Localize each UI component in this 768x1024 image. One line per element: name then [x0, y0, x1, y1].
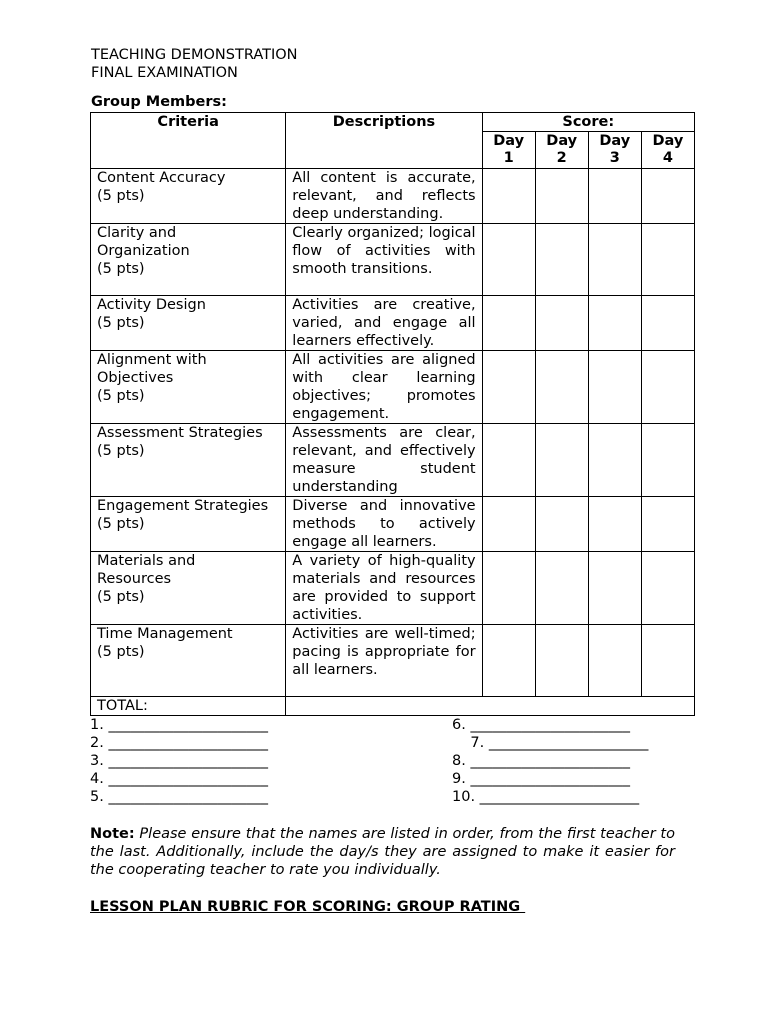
- rubric-section-title: LESSON PLAN RUBRIC FOR SCORING: GROUP RATING: [90, 899, 526, 915]
- score-cell[interactable]: [482, 224, 535, 296]
- description-cell: Clearly organized; logical flow of activities with smooth transitions.: [286, 224, 482, 296]
- score-cell[interactable]: [482, 351, 535, 424]
- member-line-7[interactable]: 7. ______________________: [452, 735, 649, 751]
- score-cell[interactable]: [482, 424, 535, 497]
- score-cell[interactable]: [482, 552, 535, 625]
- score-cell[interactable]: [588, 351, 641, 424]
- member-line-8[interactable]: 8. ______________________: [452, 753, 630, 769]
- score-cell[interactable]: [482, 625, 535, 697]
- member-line-5[interactable]: 5. ______________________: [90, 789, 268, 805]
- criteria-cell: Assessment Strategies (5 pts): [91, 424, 286, 497]
- score-cell[interactable]: [535, 552, 588, 625]
- score-cell[interactable]: [535, 424, 588, 497]
- score-cell[interactable]: [535, 625, 588, 697]
- table-row: [91, 424, 695, 497]
- score-cell[interactable]: [641, 296, 694, 351]
- score-cell[interactable]: [535, 224, 588, 296]
- criteria-header: Criteria: [91, 113, 286, 169]
- score-cell[interactable]: [588, 224, 641, 296]
- table-row: [91, 497, 695, 552]
- member-names-left: [90, 716, 268, 806]
- rubric-table: [90, 112, 695, 716]
- table-row: [91, 296, 695, 351]
- criteria-cell: Content Accuracy (5 pts): [91, 169, 286, 224]
- score-cell[interactable]: [588, 424, 641, 497]
- title-line-2: FINAL EXAMINATION: [91, 65, 238, 81]
- criteria-cell: Engagement Strategies (5 pts): [91, 497, 286, 552]
- score-cell[interactable]: [588, 552, 641, 625]
- member-line-10[interactable]: 10. ______________________: [452, 789, 640, 805]
- note-label: Note:: [90, 826, 135, 842]
- score-cell[interactable]: [641, 552, 694, 625]
- total-row: [91, 697, 695, 716]
- member-line-4[interactable]: 4. ______________________: [90, 771, 268, 787]
- score-cell[interactable]: [641, 424, 694, 497]
- day-3-header: Day 3: [588, 132, 641, 169]
- criteria-cell: Alignment with Objectives (5 pts): [91, 351, 286, 424]
- score-cell[interactable]: [588, 169, 641, 224]
- score-cell[interactable]: [641, 169, 694, 224]
- member-line-2[interactable]: 2. ______________________: [90, 735, 268, 751]
- score-cell[interactable]: [535, 497, 588, 552]
- descriptions-header: Descriptions: [286, 113, 482, 169]
- table-row: [91, 625, 695, 697]
- document-header: [91, 46, 298, 82]
- description-cell: All content is accurate, relevant, and reflects deep understanding.: [286, 169, 482, 224]
- member-line-3[interactable]: 3. ______________________: [90, 753, 268, 769]
- total-value-cell[interactable]: [286, 697, 695, 716]
- score-cell[interactable]: [482, 296, 535, 351]
- criteria-cell: Clarity and Organization (5 pts): [91, 224, 286, 296]
- description-cell: Diverse and innovative methods to actively engage all learners.: [286, 497, 482, 552]
- member-line-6[interactable]: 6. ______________________: [452, 717, 630, 733]
- score-cell[interactable]: [641, 625, 694, 697]
- table-row: [91, 224, 695, 296]
- score-cell[interactable]: [641, 224, 694, 296]
- table-row: [91, 169, 695, 224]
- description-cell: Activities are creative, varied, and engage all learners effectively.: [286, 296, 482, 351]
- day-4-header: Day 4: [641, 132, 694, 169]
- score-cell[interactable]: [588, 296, 641, 351]
- member-line-1[interactable]: 1. ______________________: [90, 717, 268, 733]
- score-cell[interactable]: [588, 497, 641, 552]
- description-cell: Activities are well-timed; pacing is appropriate for all learners.: [286, 625, 482, 697]
- group-members-label: Group Members:: [91, 94, 227, 110]
- score-cell[interactable]: [482, 497, 535, 552]
- description-cell: All activities are aligned with clear learning objectives; promotes engagement.: [286, 351, 482, 424]
- note-text: Please ensure that the names are listed in order, from the first teacher to the last. Additionally, include the day/s they are assigned to make it easier for the cooperating teacher to rate you individually.: [90, 826, 675, 878]
- score-cell[interactable]: [588, 625, 641, 697]
- criteria-cell: Time Management (5 pts): [91, 625, 286, 697]
- score-cell[interactable]: [482, 169, 535, 224]
- table-row: [91, 351, 695, 424]
- score-cell[interactable]: [641, 351, 694, 424]
- score-cell[interactable]: [535, 296, 588, 351]
- score-cell[interactable]: [641, 497, 694, 552]
- criteria-cell: Materials and Resources (5 pts): [91, 552, 286, 625]
- member-line-9[interactable]: 9. ______________________: [452, 771, 630, 787]
- score-cell[interactable]: [535, 169, 588, 224]
- day-2-header: Day 2: [535, 132, 588, 169]
- description-cell: A variety of high-quality materials and resources are provided to support activities.: [286, 552, 482, 625]
- member-names-right: [452, 716, 648, 806]
- note-paragraph: [90, 825, 675, 879]
- table-row: [91, 552, 695, 625]
- description-cell: Assessments are clear, relevant, and effectively measure student understanding: [286, 424, 482, 497]
- day-1-header: Day 1: [482, 132, 535, 169]
- score-cell[interactable]: [535, 351, 588, 424]
- title-line-1: TEACHING DEMONSTRATION: [91, 47, 298, 63]
- score-header: Score:: [482, 113, 694, 132]
- table-header-row: [91, 113, 695, 132]
- total-label: TOTAL:: [91, 697, 286, 716]
- criteria-cell: Activity Design (5 pts): [91, 296, 286, 351]
